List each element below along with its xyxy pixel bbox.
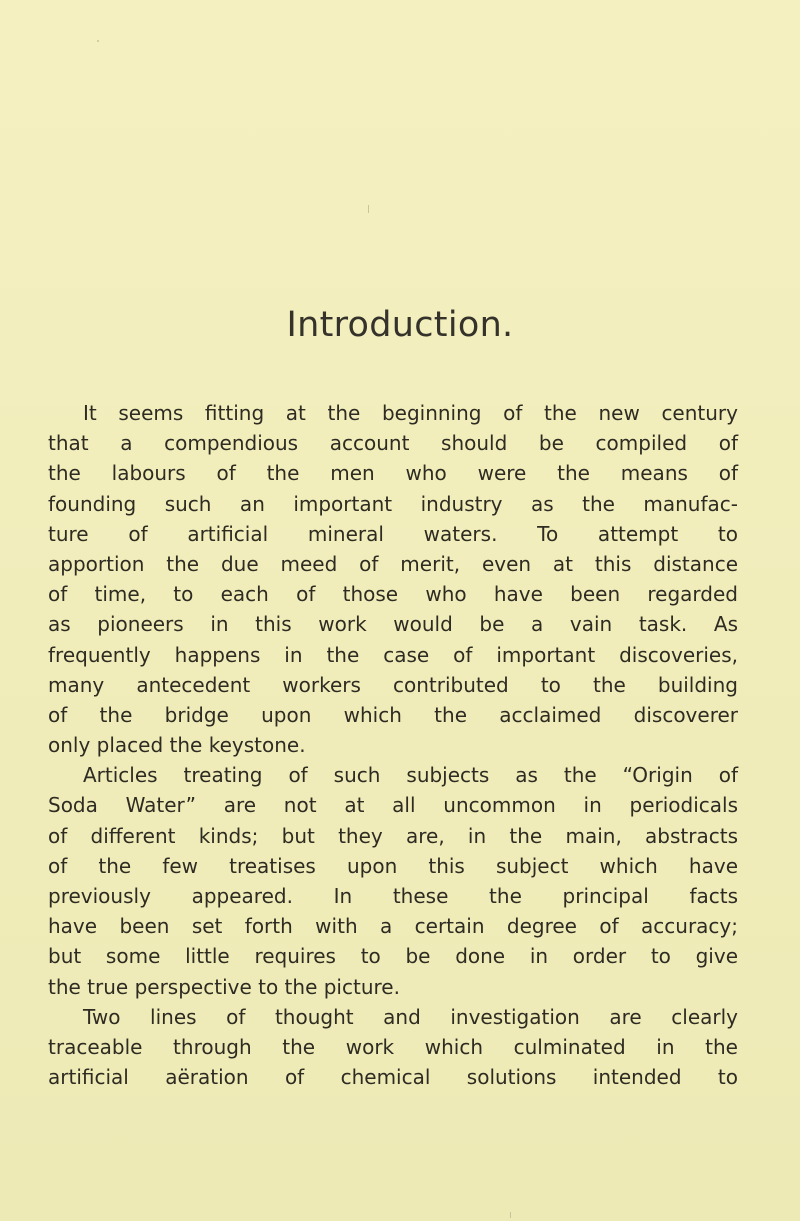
text-line: It seems fitting at the beginning of the new century <box>83 401 738 425</box>
text-line: founding such an important industry as the manufac- <box>48 491 738 516</box>
text-line: previously appeared. In these the principal facts <box>48 884 738 908</box>
text-line: have been set forth with a certain degree of accuracy; <box>48 914 738 939</box>
body-text <box>48 398 738 1092</box>
text-line: traceable through the work which culminated in the <box>48 1034 738 1059</box>
text-line: frequently happens in the case of important discoveries, <box>48 642 738 667</box>
text-line: of the few treatises upon this subject which have <box>48 853 738 878</box>
text-line: of different kinds; but they are, in the main, abstracts <box>48 823 738 848</box>
text-line: the labours of the men who were the means of <box>48 461 738 486</box>
text-line: as pioneers in this work would be a vain task. As <box>48 612 738 637</box>
text-line: Two lines of thought and investigation are clearly <box>83 1004 738 1029</box>
paper-speck <box>97 40 99 42</box>
text-line: only placed the keystone. <box>48 733 306 758</box>
text-line: of the bridge upon which the acclaimed discoverer <box>48 702 738 727</box>
text-line: apportion the due meed of merit, even at this distance <box>48 551 738 576</box>
text-line: Soda Water” are not at all uncommon in periodicals <box>48 793 738 818</box>
text-line: ture of artificial mineral waters. To attempt to <box>48 521 738 546</box>
text-line: Articles treating of such subjects as the “Origin of <box>83 763 738 788</box>
page-title: Introduction. <box>286 305 514 345</box>
text-line: that a compendious account should be compiled of <box>48 431 738 456</box>
text-line: of time, to each of those who have been regarded <box>48 582 738 607</box>
text-line: the true perspective to the picture. <box>48 974 400 999</box>
paper-speck <box>510 1212 511 1218</box>
text-line: many antecedent workers contributed to the building <box>48 672 738 697</box>
text-line: but some little requires to be done in order to give <box>48 944 738 969</box>
text-line: artificial aëration of chemical solutions intended to <box>48 1065 738 1090</box>
paper-speck <box>368 205 369 213</box>
